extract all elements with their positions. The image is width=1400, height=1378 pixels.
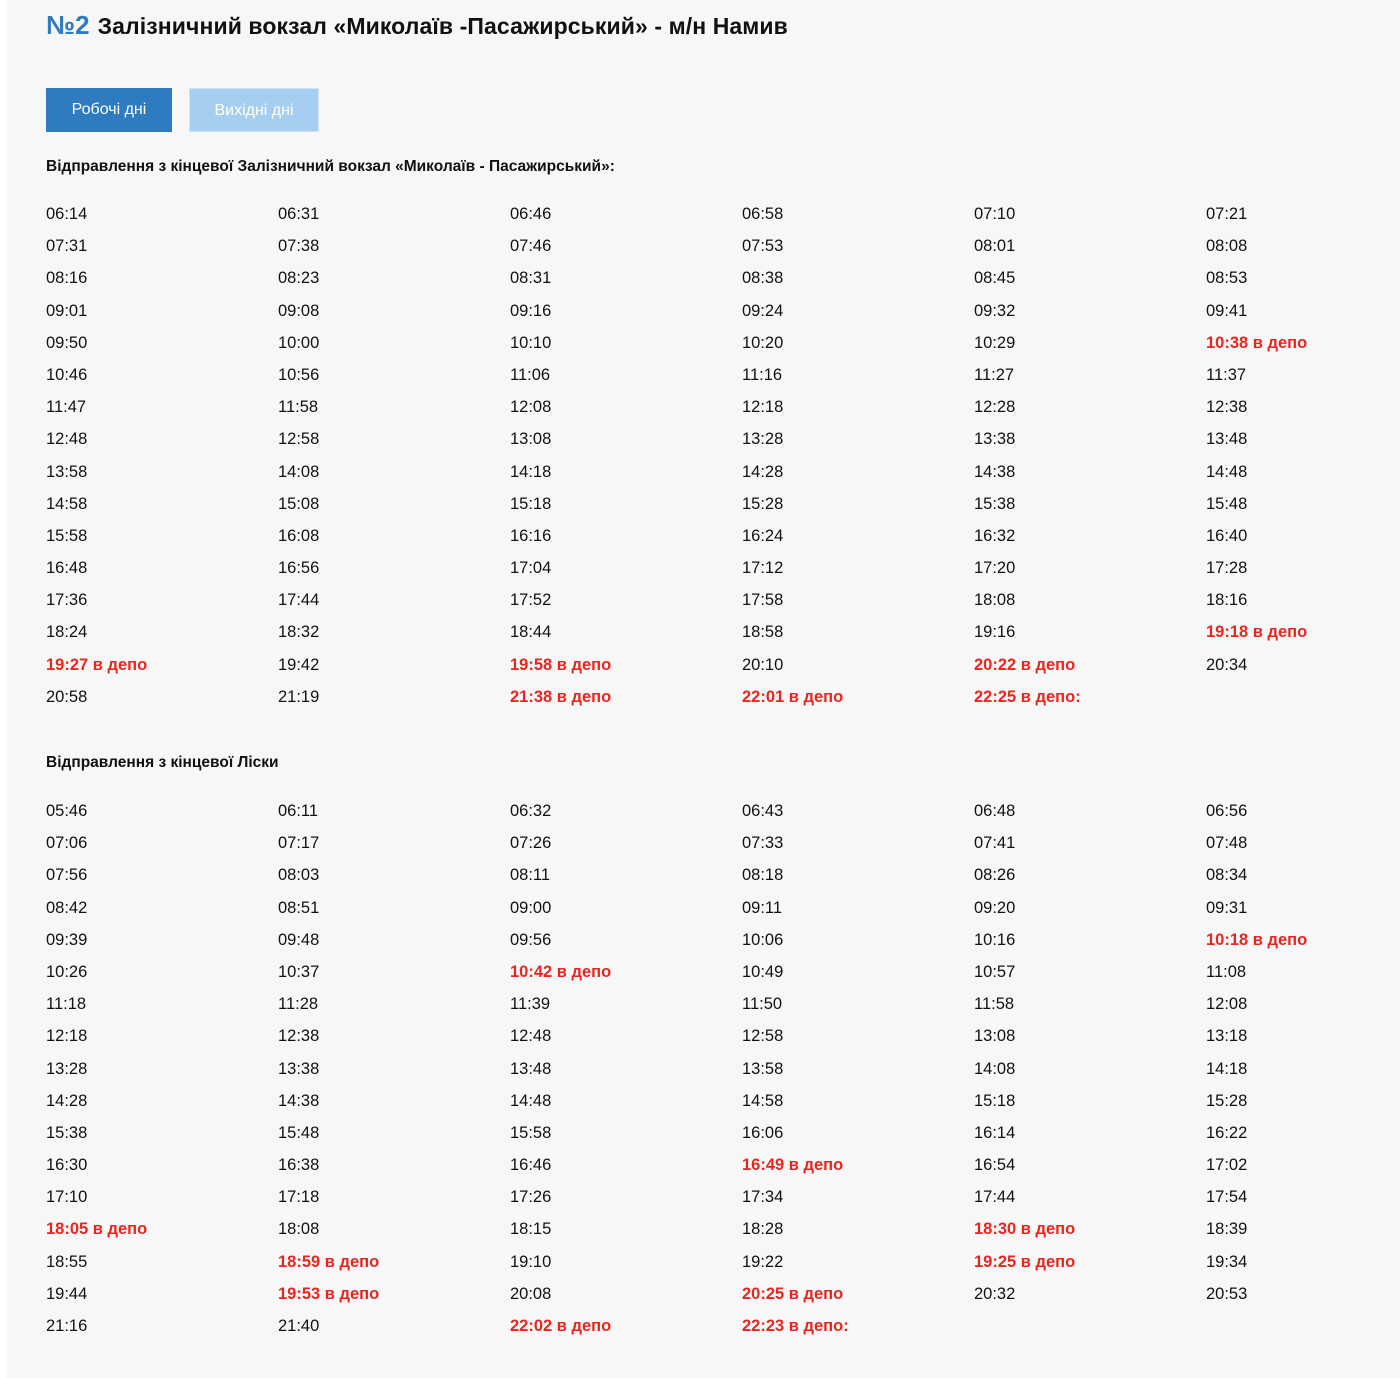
departure-time: 11:16 (742, 365, 783, 384)
departure-time: 14:48 (510, 1091, 552, 1110)
departure-time: 12:38 (1206, 398, 1248, 417)
departure-time: 08:31 (510, 269, 552, 288)
departure-time: 10:10 (510, 333, 552, 352)
departure-time: 08:16 (46, 269, 88, 288)
departure-time: 07:21 (1206, 205, 1248, 223)
departure-time: 14:28 (742, 462, 784, 481)
departure-time: 15:18 (510, 494, 552, 513)
departure-time: 17:54 (1206, 1188, 1248, 1207)
departure-time: 16:22 (1206, 1123, 1248, 1142)
tab-weekends[interactable]: Вихідні дні (189, 88, 319, 132)
section-heading-lisky: Відправлення з кінцевої Ліски (46, 754, 279, 771)
day-type-tabs (46, 88, 319, 132)
departure-time: 08:38 (742, 269, 784, 288)
departure-time: 09:50 (46, 333, 88, 352)
departure-time-to-depot: 21:38 в депо (510, 687, 612, 706)
departure-time: 19:10 (510, 1252, 552, 1271)
departure-time-to-depot: 10:18 в депо (1206, 930, 1308, 949)
departure-time: 14:38 (278, 1091, 320, 1110)
departure-time: 15:28 (742, 494, 784, 513)
departure-time: 06:43 (742, 802, 784, 820)
departure-time: 16:40 (1206, 526, 1248, 545)
departure-time: 13:28 (742, 430, 784, 449)
departure-time: 14:58 (46, 494, 88, 513)
departure-time: 07:53 (742, 237, 784, 256)
departure-time: 10:37 (278, 962, 320, 981)
departure-time: 14:08 (974, 1059, 1016, 1078)
departure-time: 14:28 (46, 1091, 88, 1110)
departure-time: 10:20 (742, 333, 784, 352)
departure-time: 08:03 (278, 866, 320, 885)
departure-time: 10:00 (278, 333, 320, 352)
tab-weekdays[interactable]: Робочі дні (46, 88, 172, 132)
departure-time: 17:10 (46, 1188, 88, 1207)
departure-time: 21:16 (46, 1317, 88, 1335)
departure-time: 16:54 (974, 1156, 1016, 1175)
departure-time: 08:18 (742, 866, 784, 885)
departure-time: 18:55 (46, 1252, 88, 1271)
departure-time: 13:48 (1206, 430, 1248, 449)
departure-time: 18:39 (1206, 1220, 1248, 1239)
page-title (46, 10, 788, 41)
departure-time: 08:45 (974, 269, 1016, 288)
departure-time: 11:27 (974, 365, 1015, 384)
departure-time: 13:38 (974, 430, 1016, 449)
departure-time: 09:41 (1206, 301, 1248, 320)
route-title: Залізничний вокзал «Миколаїв -Пасажирський» - м/н Намив (97, 13, 788, 39)
departure-time: 07:17 (278, 834, 320, 853)
departure-time: 09:32 (974, 301, 1016, 320)
departure-time: 19:22 (742, 1252, 784, 1271)
departure-time: 11:58 (278, 398, 319, 417)
departure-time-to-depot: 10:42 в депо (510, 962, 612, 981)
departure-time-to-depot: 22:25 в депо: (974, 687, 1081, 706)
departure-time: 12:48 (46, 430, 88, 449)
departure-time: 16:08 (278, 526, 320, 545)
departure-time: 12:28 (974, 398, 1016, 417)
departure-time: 10:49 (742, 962, 784, 981)
departure-time: 15:58 (46, 526, 88, 545)
departure-time: 17:28 (1206, 559, 1248, 578)
departure-time: 09:24 (742, 301, 784, 320)
departure-time-to-depot: 20:25 в депо (742, 1284, 844, 1303)
departure-time: 06:48 (974, 802, 1016, 820)
departure-time: 21:19 (278, 687, 320, 706)
departure-time: 08:01 (974, 237, 1016, 256)
departure-time: 11:37 (1206, 365, 1247, 384)
departure-time: 16:24 (742, 526, 784, 545)
departure-time: 14:38 (974, 462, 1016, 481)
departure-time: 14:18 (1206, 1059, 1248, 1078)
departure-time: 06:56 (1206, 802, 1248, 820)
departure-time-to-depot: 18:59 в депо (278, 1252, 380, 1271)
departure-time: 13:58 (742, 1059, 784, 1078)
departure-time: 14:58 (742, 1091, 784, 1110)
departure-time: 12:38 (278, 1027, 320, 1046)
departure-time: 17:20 (974, 559, 1016, 578)
departure-time: 11:50 (742, 995, 783, 1014)
departure-time: 07:10 (974, 205, 1016, 223)
departure-time: 13:38 (278, 1059, 320, 1078)
departure-time: 09:20 (974, 898, 1016, 917)
departure-time: 09:39 (46, 930, 88, 949)
departure-time: 10:57 (974, 962, 1016, 981)
departure-time: 19:42 (278, 655, 320, 674)
departure-time: 15:48 (1206, 494, 1248, 513)
departure-time: 15:48 (278, 1123, 320, 1142)
departure-time: 09:08 (278, 301, 320, 320)
departure-time-to-depot: 10:38 в депо (1206, 333, 1308, 352)
departure-time: 10:56 (278, 365, 320, 384)
departure-time: 16:16 (510, 526, 552, 545)
departure-time: 08:26 (974, 866, 1016, 885)
departure-time-to-depot: 19:27 в депо (46, 655, 148, 674)
departure-time-to-depot: 18:05 в депо (46, 1220, 148, 1239)
departure-time-to-depot: 22:23 в депо: (742, 1317, 849, 1335)
departure-time: 08:53 (1206, 269, 1248, 288)
departure-time: 14:48 (1206, 462, 1248, 481)
departure-time: 07:48 (1206, 834, 1248, 853)
departure-time-to-depot: 19:58 в депо (510, 655, 612, 674)
departure-time: 15:38 (974, 494, 1016, 513)
departure-time: 18:58 (742, 623, 784, 642)
departure-time: 09:56 (510, 930, 552, 949)
departure-time: 11:39 (510, 995, 551, 1014)
departure-time-to-depot: 19:53 в депо (278, 1284, 380, 1303)
departure-time: 05:46 (46, 802, 88, 820)
departure-time: 06:32 (510, 802, 552, 820)
departure-time: 09:31 (1206, 898, 1248, 917)
departure-time: 12:48 (510, 1027, 552, 1046)
departure-time: 16:32 (974, 526, 1016, 545)
departure-time: 16:48 (46, 559, 88, 578)
departure-time: 09:16 (510, 301, 552, 320)
departure-time: 12:58 (278, 430, 320, 449)
departure-time: 17:18 (278, 1188, 320, 1207)
departure-time: 15:18 (974, 1091, 1016, 1110)
departure-time: 18:08 (278, 1220, 320, 1239)
departure-time: 08:42 (46, 898, 88, 917)
departure-time: 11:06 (510, 365, 551, 384)
departure-time-to-depot: 16:49 в депо (742, 1156, 844, 1175)
departure-time: 07:38 (278, 237, 320, 256)
departure-time: 15:08 (278, 494, 320, 513)
departure-time: 14:08 (278, 462, 320, 481)
departure-time: 16:14 (974, 1123, 1016, 1142)
departure-time: 08:51 (278, 898, 320, 917)
departure-time: 09:01 (46, 301, 88, 320)
departure-time: 11:58 (974, 995, 1015, 1014)
departure-time: 07:56 (46, 866, 88, 885)
departure-time: 17:02 (1206, 1156, 1248, 1175)
departure-time: 06:46 (510, 205, 552, 223)
departure-time: 20:10 (742, 655, 784, 674)
departure-time: 08:23 (278, 269, 320, 288)
departure-time: 11:08 (1206, 962, 1247, 981)
departure-time: 09:00 (510, 898, 552, 917)
departure-time: 10:46 (46, 365, 88, 384)
departure-time: 16:46 (510, 1156, 552, 1175)
departure-time-to-depot: 22:01 в депо (742, 687, 844, 706)
departure-time: 19:16 (974, 623, 1016, 642)
departure-time: 15:28 (1206, 1091, 1248, 1110)
departure-time: 12:58 (742, 1027, 784, 1046)
departure-time: 19:34 (1206, 1252, 1248, 1271)
departures-grid-lisky (46, 800, 1400, 1347)
departure-time: 07:41 (974, 834, 1016, 853)
departure-time: 12:18 (742, 398, 784, 417)
departure-time-to-depot: 18:30 в депо (974, 1220, 1076, 1239)
departure-time: 20:53 (1206, 1284, 1248, 1303)
departure-time: 17:58 (742, 591, 784, 610)
departure-time: 13:08 (510, 430, 552, 449)
departure-time: 19:44 (46, 1284, 88, 1303)
departure-time: 12:08 (510, 398, 552, 417)
departure-time: 16:38 (278, 1156, 320, 1175)
departure-time-to-depot: 22:02 в депо (510, 1317, 612, 1335)
departure-time: 18:44 (510, 623, 552, 642)
departure-time: 13:48 (510, 1059, 552, 1078)
departure-time: 09:11 (742, 898, 783, 917)
departure-time: 18:28 (742, 1220, 784, 1239)
departure-time: 06:11 (278, 802, 319, 820)
departure-time: 15:38 (46, 1123, 88, 1142)
departure-time: 17:26 (510, 1188, 552, 1207)
departure-time: 18:32 (278, 623, 320, 642)
departure-time: 18:15 (510, 1220, 552, 1239)
departure-time: 08:34 (1206, 866, 1248, 885)
departure-time: 10:16 (974, 930, 1016, 949)
departure-time: 07:33 (742, 834, 784, 853)
departure-time: 07:06 (46, 834, 88, 853)
departure-time-to-depot: 19:18 в депо (1206, 623, 1308, 642)
departure-time: 08:11 (510, 866, 551, 885)
departure-time: 17:04 (510, 559, 552, 578)
departure-time: 14:18 (510, 462, 552, 481)
departure-time: 10:06 (742, 930, 784, 949)
departure-time: 18:24 (46, 623, 88, 642)
departure-time-to-depot: 20:22 в депо (974, 655, 1076, 674)
route-number: №2 (46, 10, 90, 40)
departure-time: 17:36 (46, 591, 88, 610)
departure-time: 13:28 (46, 1059, 88, 1078)
departure-time: 12:18 (46, 1027, 88, 1046)
departures-grid-railway-station (46, 203, 1400, 718)
departure-time: 06:14 (46, 205, 88, 223)
departure-time: 12:08 (1206, 995, 1248, 1014)
departure-time: 13:08 (974, 1027, 1016, 1046)
departure-time: 20:08 (510, 1284, 552, 1303)
departure-time: 20:32 (974, 1284, 1016, 1303)
departure-time: 07:31 (46, 237, 88, 256)
departure-time: 15:58 (510, 1123, 552, 1142)
departure-time: 17:44 (278, 591, 320, 610)
departure-time: 18:16 (1206, 591, 1248, 610)
departure-time: 18:08 (974, 591, 1016, 610)
departure-time: 17:44 (974, 1188, 1016, 1207)
departure-time: 20:58 (46, 687, 88, 706)
departure-time: 17:12 (742, 559, 784, 578)
departure-time: 11:47 (46, 398, 87, 417)
departure-time: 17:52 (510, 591, 552, 610)
departure-time: 16:06 (742, 1123, 784, 1142)
departure-time: 20:34 (1206, 655, 1248, 674)
departure-time: 07:26 (510, 834, 552, 853)
departure-time: 11:28 (278, 995, 319, 1014)
section-heading-railway-station: Відправлення з кінцевої Залізничний вокзал «Миколаїв - Пасажирський»: (46, 158, 615, 175)
departure-time: 06:58 (742, 205, 784, 223)
departure-time: 13:58 (46, 462, 88, 481)
departure-time: 06:31 (278, 205, 320, 223)
departure-time: 17:34 (742, 1188, 784, 1207)
departure-time: 13:18 (1206, 1027, 1248, 1046)
departure-time: 16:56 (278, 559, 320, 578)
departure-time: 07:46 (510, 237, 552, 256)
departure-time: 11:18 (46, 995, 87, 1014)
departure-time: 08:08 (1206, 237, 1248, 256)
departure-time: 10:29 (974, 333, 1016, 352)
departure-time: 16:30 (46, 1156, 88, 1175)
departure-time: 09:48 (278, 930, 320, 949)
departure-time: 10:26 (46, 962, 88, 981)
departure-time-to-depot: 19:25 в депо (974, 1252, 1076, 1271)
departure-time: 21:40 (278, 1317, 320, 1335)
